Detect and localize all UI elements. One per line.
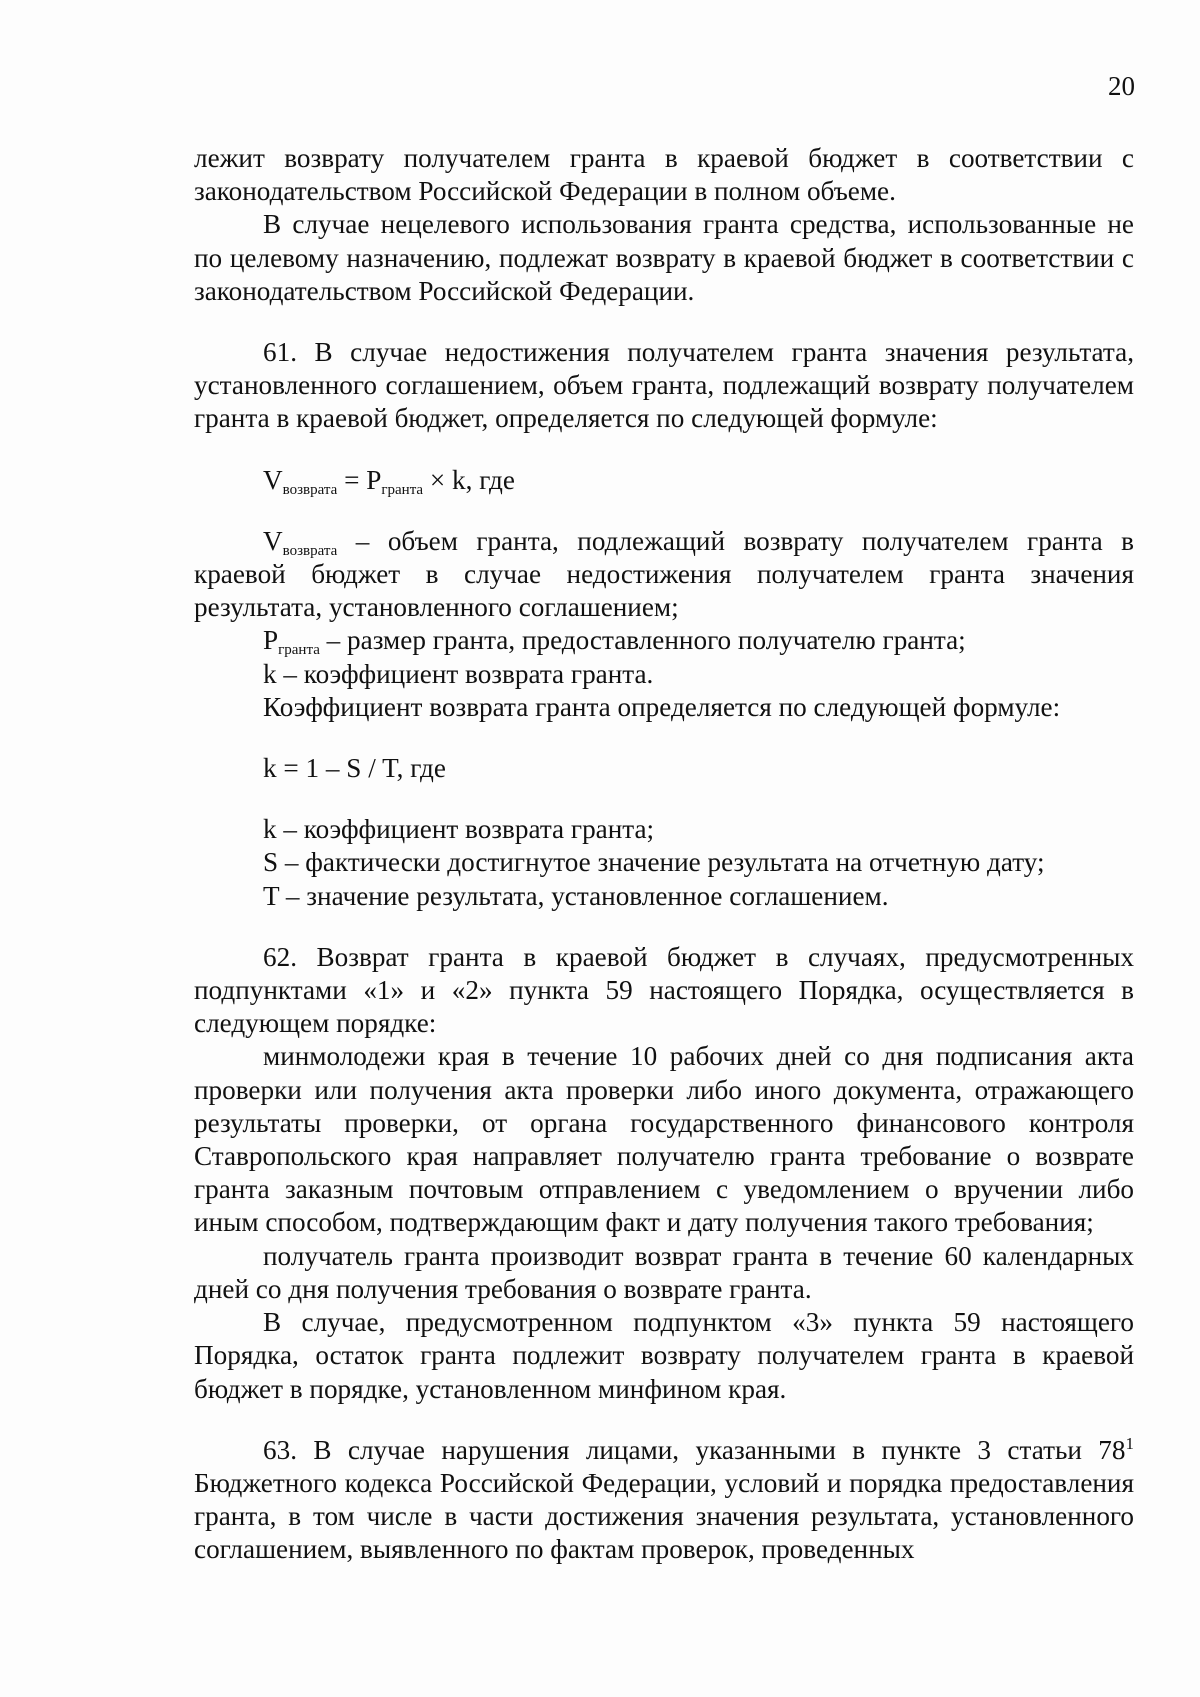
formula-v-subscript: возврата <box>282 481 338 498</box>
spacer <box>194 497 1134 525</box>
page-number: 20 <box>1108 71 1135 101</box>
paragraph-continuation: лежит возврату получателем гранта в краевой бюджет в соответствии с законодательством Российской Федерации в полном объеме. <box>194 143 1134 207</box>
def-p-symbol: P <box>263 625 279 656</box>
spacer <box>194 436 1134 464</box>
paragraph-recipient-return: получатель гранта производит возврат гранта в течение 60 календарных дней со дня получения требования о возврате гранта. <box>194 1240 1134 1304</box>
paragraph-62: 62. Возврат гранта в краевой бюджет в случаях, предусмотренных подпунктами «1» и «2» пункта 59 настоящего Порядка, осуществляется в следующем порядке: <box>194 941 1134 1039</box>
paragraph-61: 61. В случае недостижения получателем гранта значения результата, установленного соглашением, объем гранта, подлежащий возврату получателем гранта в краевой бюджет, определяется по следующей формуле: <box>194 337 1134 434</box>
document-body <box>194 142 1134 1567</box>
p63-rest: Бюджетного кодекса Российской Федерации, условий и порядка предоставления гранта, в том числе в части достижения значения результата, установленного соглашением, выявленного по фактам проверок, проведенных <box>194 1467 1134 1565</box>
definition-s: S – фактически достигнутое значение результата на отчетную дату; <box>263 847 1045 878</box>
paragraph-remainder: В случае, предусмотренном подпунктом «3» пункта 59 настоящего Порядка, остаток гранта подлежит возврату получателем гранта в краевой бюджет в порядке, установленном минфином края. <box>194 1307 1134 1404</box>
formula-eq: = <box>337 464 367 495</box>
def-p-text: – размер гранта, предоставленного получателю гранта; <box>319 625 966 656</box>
p63-superscript: 1 <box>1125 1433 1134 1453</box>
def-v-text: – объем гранта, подлежащий возврату получателем гранта в краевой бюджет в случае недостижения получателем гранта значения результата, установленного соглашением; <box>194 525 1134 623</box>
spacer <box>194 308 1134 336</box>
formula-p: P <box>366 464 382 495</box>
spacer <box>194 785 1134 813</box>
paragraph-63 <box>194 1434 1134 1567</box>
def-v-subscript: возврата <box>282 542 338 559</box>
definition-k: k – коэффициент возврата гранта. <box>263 658 654 689</box>
definition-t: T – значение результата, установленное соглашением. <box>263 880 889 911</box>
spacer <box>194 1406 1134 1434</box>
p63-start: 63. В случае нарушения лицами, указанными в пункте 3 статьи 78 <box>263 1434 1126 1465</box>
definition-p <box>194 624 1134 657</box>
definition-k-2: k – коэффициент возврата гранта; <box>263 814 655 845</box>
formula-p-subscript: гранта <box>381 481 424 498</box>
formula-v: V <box>263 464 283 495</box>
definition-v <box>194 525 1134 625</box>
spacer <box>194 724 1134 752</box>
formula-coefficient: k = 1 – S / T, где <box>263 753 446 784</box>
def-p-subscript: гранта <box>278 642 320 659</box>
formula-return-volume <box>194 464 1134 497</box>
paragraph-coefficient: Коэффициент возврата гранта определяется по следующей формуле: <box>263 691 1061 722</box>
spacer <box>194 913 1134 941</box>
paragraph-misuse: В случае нецелевого использования гранта средства, использованные не по целевому назначению, подлежат возврату в краевой бюджет в соответствии с законодательством Российской Федерации. <box>194 209 1134 306</box>
paragraph-ministry-notice: минмолодежи края в течение 10 рабочих дней со дня подписания акта проверки или получения акта проверки либо иного документа, отражающего результаты проверки, от органа государственного финансового контроля Ставропольского края направляет получателю гранта требование о возврате гранта заказным почтовым отправлением с уведомлением о вручении либо иным способом, подтверждающим факт и дату получения такого требования; <box>194 1041 1134 1238</box>
def-v-symbol: V <box>263 525 283 556</box>
formula-rest: × k, где <box>423 464 515 495</box>
